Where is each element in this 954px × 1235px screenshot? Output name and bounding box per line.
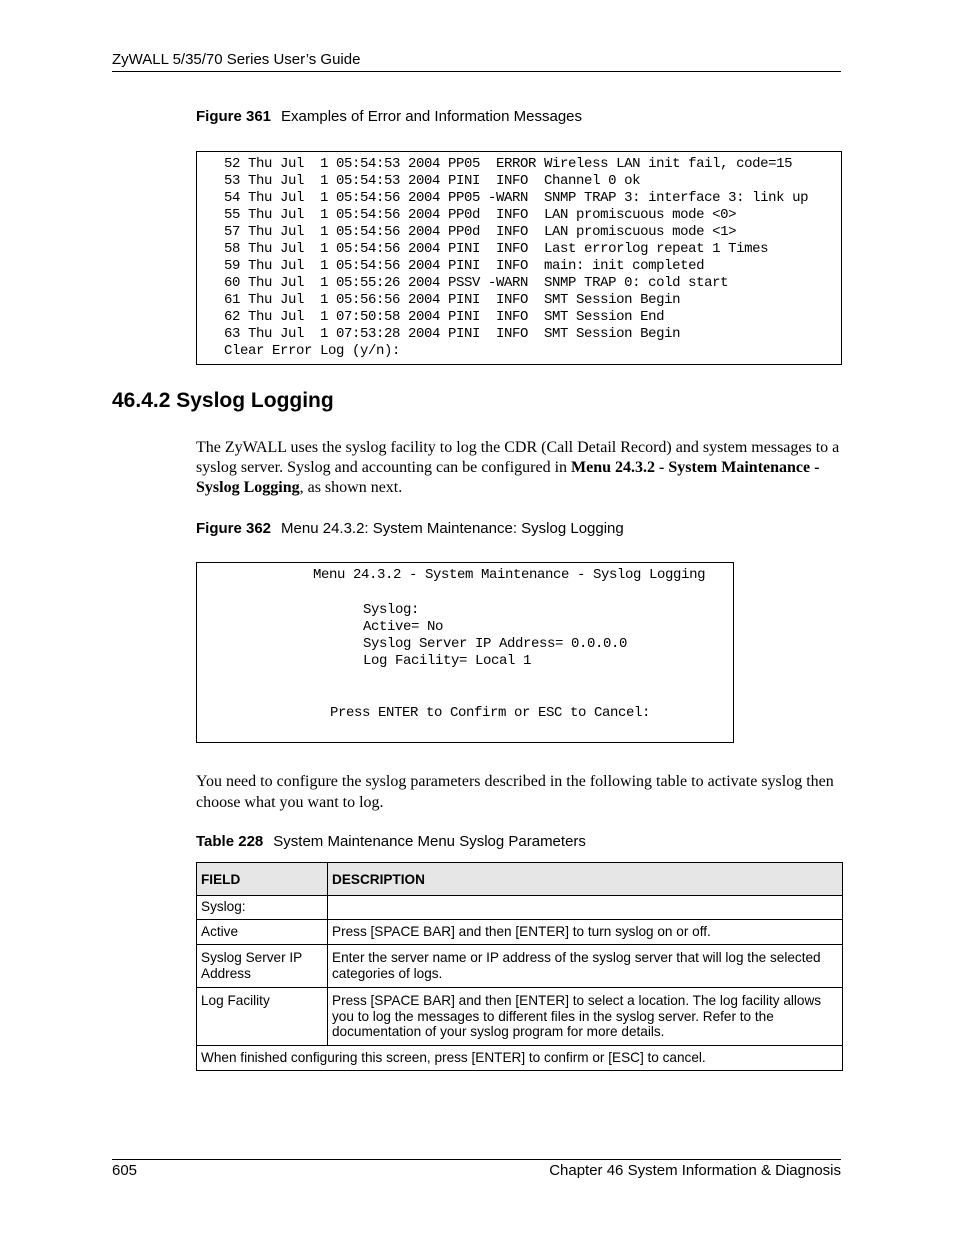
log-line: 54 Thu Jul 1 05:54:56 2004 PP05 -WARN SNMP TRAP 3: interface 3: link up (224, 190, 809, 206)
log-line: 61 Thu Jul 1 05:56:56 2004 PINI INFO SMT Session Begin (224, 292, 681, 308)
description-cell: Press [SPACE BAR] and then [ENTER] to select a location. The log facility allows you to log the messages to different files in the syslog server. Refer to the documentation of your syslog program for more details. (328, 988, 843, 1046)
table-intro-paragraph: You need to configure the syslog parameters described in the following table to activate syslog then choose what you want to log. (196, 773, 834, 811)
page-number: 605 (112, 1162, 138, 1179)
field-cell: Syslog: (197, 896, 328, 920)
log-line: 59 Thu Jul 1 05:54:56 2004 PINI INFO main: init completed (224, 258, 705, 274)
running-header: ZyWALL 5/35/70 Series User’s Guide (112, 51, 361, 68)
field-cell: Active (197, 920, 328, 945)
header-rule (112, 71, 841, 72)
active-field[interactable]: Active= No (363, 619, 444, 635)
log-facility-field[interactable]: Log Facility= Local 1 (363, 653, 532, 669)
log-line: 58 Thu Jul 1 05:54:56 2004 PINI INFO Last errorlog repeat 1 Times (224, 241, 769, 257)
field-cell: Syslog Server IP Address (197, 945, 328, 988)
figure-361-title: Examples of Error and Information Messages (281, 108, 582, 125)
footer-rule (112, 1159, 841, 1160)
table-228-caption (196, 833, 586, 850)
table-228-title: System Maintenance Menu Syslog Parameters (273, 833, 586, 850)
intro-text: The ZyWALL uses the syslog facility to log the CDR (Call Detail Record) and system messages to a syslog server. Syslog and accounting can be configured in (196, 439, 840, 476)
table-row (197, 896, 843, 920)
log-line: 53 Thu Jul 1 05:54:53 2004 PINI INFO Channel 0 ok (224, 173, 641, 189)
figure-362-caption (196, 520, 624, 537)
syslog-parameters-table (196, 862, 843, 1071)
log-line: 52 Thu Jul 1 05:54:53 2004 PP05 ERROR Wireless LAN init fail, code=15 (224, 156, 793, 172)
table-row (197, 988, 843, 1046)
intro-paragraph (196, 438, 842, 498)
log-line: 63 Thu Jul 1 07:53:28 2004 PINI INFO SMT Session Begin (224, 326, 681, 342)
clear-log-prompt: Clear Error Log (y/n): (224, 343, 401, 359)
log-line: 55 Thu Jul 1 05:54:56 2004 PP0d INFO LAN promiscuous mode <0> (224, 207, 737, 223)
figure-361-label: Figure 361 (196, 108, 272, 125)
error-log-screen (196, 151, 842, 365)
description-cell: Press [SPACE BAR] and then [ENTER] to turn syslog on or off. (328, 920, 843, 945)
menu-title: Menu 24.3.2 - System Maintenance - Syslog Logging (313, 567, 706, 583)
table-228-label: Table 228 (196, 833, 264, 850)
log-line: 60 Thu Jul 1 05:55:26 2004 PSSV -WARN SNMP TRAP 0: cold start (224, 275, 729, 291)
menu-reference: Menu 24.3.2 - System Maintenance - Syslog Logging (196, 459, 820, 496)
description-cell (328, 896, 843, 920)
section-heading: 46.4.2 Syslog Logging (112, 389, 334, 412)
footer-note-cell: When finished configuring this screen, press [ENTER] to confirm or [ESC] to cancel. (197, 1045, 843, 1071)
header-field: FIELD (197, 863, 328, 896)
field-cell: Log Facility (197, 988, 328, 1046)
table-footer-row (197, 1045, 843, 1071)
chapter-title: Chapter 46 System Information & Diagnosis (549, 1162, 841, 1179)
intro-text-end: , as shown next. (299, 479, 403, 496)
syslog-label: Syslog: (363, 602, 420, 618)
table-row (197, 945, 843, 988)
log-line: 57 Thu Jul 1 05:54:56 2004 PP0d INFO LAN promiscuous mode <1> (224, 224, 737, 240)
description-cell: Enter the server name or IP address of the syslog server that will log the selected categories of logs. (328, 945, 843, 988)
header-description: DESCRIPTION (328, 863, 843, 896)
error-log-lines (224, 156, 808, 360)
figure-362-title: Menu 24.3.2: System Maintenance: Syslog Logging (281, 520, 624, 537)
syslog-menu-screen (196, 562, 734, 743)
figure-361-caption (196, 108, 582, 125)
table-header-row (197, 863, 843, 896)
syslog-server-ip-field[interactable]: Syslog Server IP Address= 0.0.0.0 (363, 636, 628, 652)
table-row (197, 920, 843, 945)
log-line: 62 Thu Jul 1 07:50:58 2004 PINI INFO SMT Session End (224, 309, 665, 325)
figure-362-label: Figure 362 (196, 520, 272, 537)
confirm-prompt: Press ENTER to Confirm or ESC to Cancel: (330, 705, 651, 721)
